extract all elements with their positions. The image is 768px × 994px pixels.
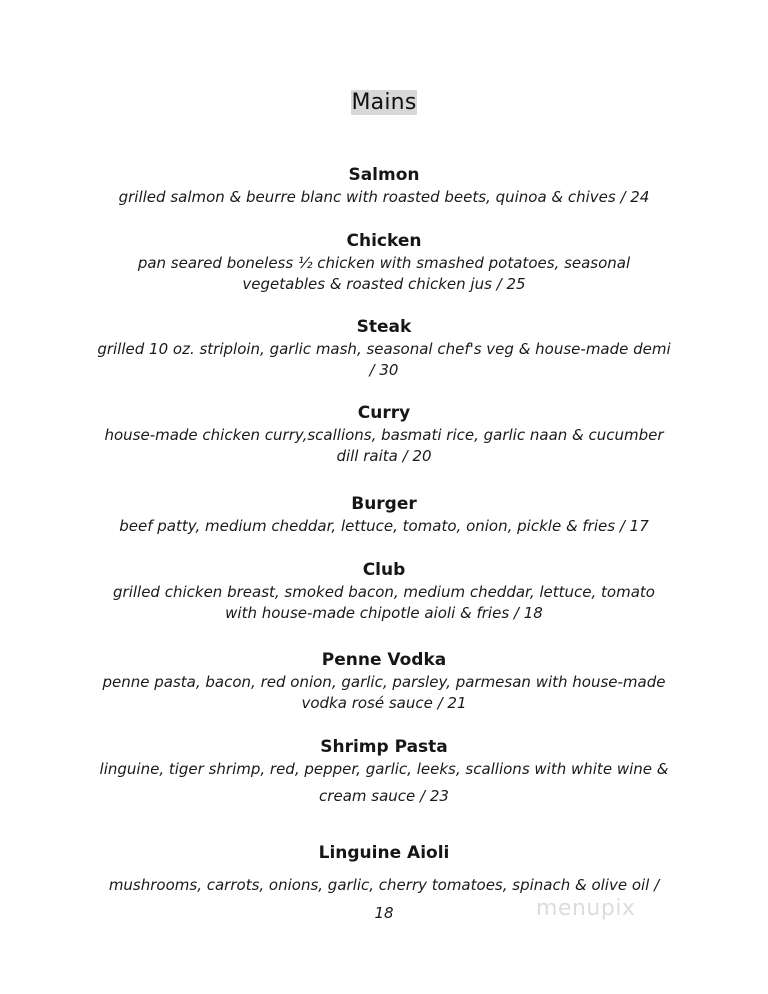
menu-item-penne-vodka	[0, 648, 768, 714]
watermark-logo: menupix	[536, 896, 636, 921]
item-description: beef patty, medium cheddar, lettuce, tomato, onion, pickle & fries / 17	[119, 517, 649, 535]
item-description-line-1: linguine, tiger shrimp, red, pepper, garlic, leeks, scallions with white wine &	[99, 760, 669, 778]
section-title-text: Mains	[351, 90, 417, 115]
item-name: Penne Vodka	[321, 650, 447, 670]
item-description-line-2: with house-made chipotle aioli & fries / 18	[225, 604, 543, 622]
menu-item-shrimp-pasta	[0, 735, 768, 807]
item-description: grilled salmon & beurre blanc with roasted beets, quinoa & chives / 24	[118, 188, 650, 206]
item-description-line-1: house-made chicken curry,scallions, basmati rice, garlic naan & cucumber	[104, 426, 664, 444]
item-description-line-2: / 30	[369, 361, 399, 379]
item-description-line-1: penne pasta, bacon, red onion, garlic, parsley, parmesan with house-made	[102, 673, 666, 691]
item-description-line-1: mushrooms, carrots, onions, garlic, cherry tomatoes, spinach & olive oil /	[108, 876, 660, 894]
item-name: Burger	[351, 494, 417, 514]
menu-item-linguine-aioli	[0, 841, 768, 924]
item-description-line-1: grilled chicken breast, smoked bacon, medium cheddar, lettuce, tomato	[113, 583, 655, 601]
item-name: Club	[362, 560, 406, 580]
item-name: Curry	[357, 403, 411, 423]
menu-item-salmon	[0, 163, 768, 208]
item-description-line-2: vegetables & roasted chicken jus / 25	[242, 275, 526, 293]
item-description-line-2: dill raita / 20	[336, 447, 432, 465]
item-description-line-2: cream sauce / 23	[319, 787, 449, 805]
menu-item-curry	[0, 401, 768, 467]
item-description-line-2: 18	[374, 904, 394, 922]
item-name: Shrimp Pasta	[320, 737, 448, 757]
menu-item-club	[0, 558, 768, 624]
item-name: Salmon	[348, 165, 420, 185]
menu-item-steak	[0, 315, 768, 381]
menu-item-chicken	[0, 229, 768, 295]
section-title	[0, 88, 768, 118]
item-description-line-2: vodka rosé sauce / 21	[301, 694, 467, 712]
item-description-line-1: pan seared boneless ½ chicken with smashed potatoes, seasonal	[137, 254, 631, 272]
item-name: Linguine Aioli	[318, 843, 450, 863]
item-name: Chicken	[346, 231, 422, 251]
item-description-line-1: grilled 10 oz. striploin, garlic mash, seasonal chef's veg & house-made demi	[97, 340, 671, 358]
menu-item-burger	[0, 492, 768, 537]
item-name: Steak	[356, 317, 412, 337]
